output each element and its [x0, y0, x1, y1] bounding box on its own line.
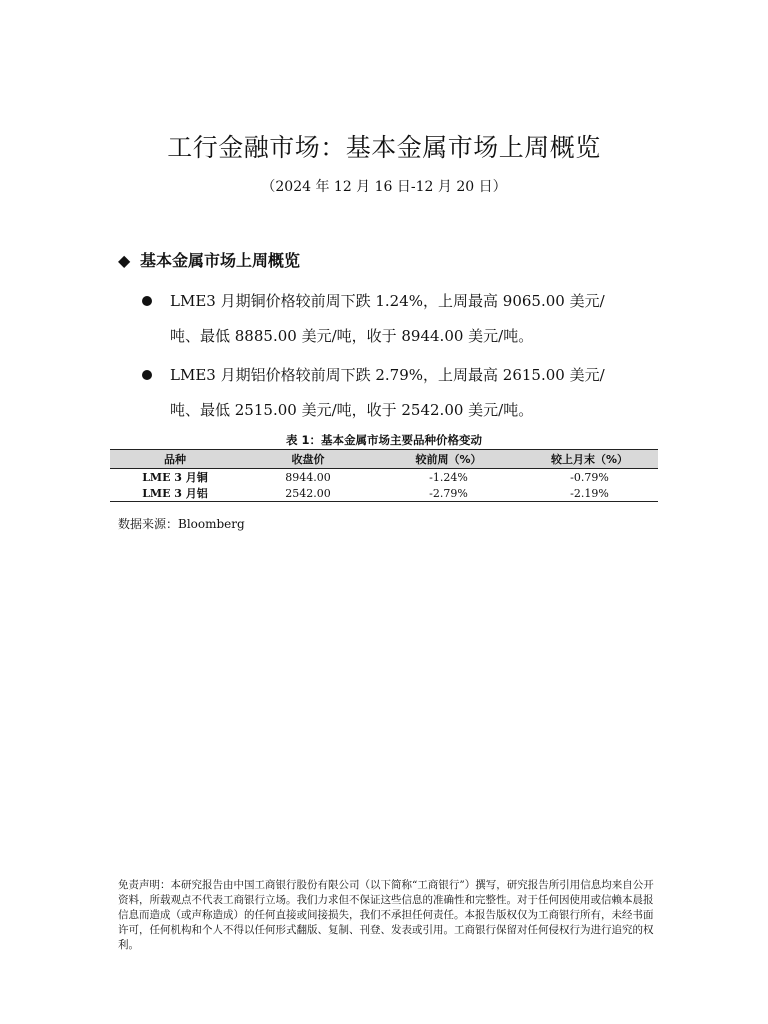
table-header-row — [110, 450, 658, 469]
bullet-dot-icon — [142, 370, 152, 380]
bullet-dot-icon — [142, 296, 152, 306]
table-cell: -0.79% — [570, 470, 609, 484]
table-cell: LME 3 月铜 — [142, 471, 208, 484]
diamond-icon: ◆ — [118, 251, 131, 270]
table-cell: -2.79% — [376, 485, 521, 502]
table-cell: LME 3 月铝 — [110, 485, 240, 502]
table-cell: 8944.00 — [285, 470, 331, 484]
bullet-text-line: LME3 月期铝价格较前周下跌 2.79%，上周最高 2615.00 美元/ — [170, 366, 605, 384]
disclaimer-text: 免责声明：本研究报告由中国工商银行股份有限公司（以下简称“工商银行”）撰写，研究报告所引用信息均来自公开资料，所载观点不代表工商银行立场。我们力求但不保证这些信息的准确性和完整性。对于任何因使用或信赖本晨报信息而造成（或声称造成）的任何直接或间接损失，我们不承担任何责任。本报告版权仅为工商银行所有，未经书面许可，任何机构和个人不得以任何形式翻版、复制、刊登、发表或引用。工商银行保留对任何侵权行为进行追究的权利。 — [118, 879, 654, 951]
table-cell: -2.19% — [521, 485, 658, 502]
date-range-subtitle: （2024 年 12 月 16 日-12 月 20 日） — [261, 179, 507, 195]
column-header: 收盘价 — [240, 450, 376, 469]
data-source-note: 数据来源：Bloomberg — [118, 517, 245, 531]
bullet-text-line: 吨、最低 2515.00 美元/吨，收于 2542.00 美元/吨。 — [170, 401, 534, 419]
bullet-text-line: 吨、最低 8885.00 美元/吨，收于 8944.00 美元/吨。 — [170, 327, 534, 345]
table-cell: 2542.00 — [240, 485, 376, 502]
table-cell: -1.24% — [429, 470, 468, 484]
section-heading-text: 基本金属市场上周概览 — [140, 251, 301, 270]
column-header: 较上月末（%） — [521, 450, 658, 469]
table-row — [110, 485, 658, 502]
price-change-table — [110, 449, 658, 502]
section-heading — [118, 248, 300, 271]
table-caption: 表 1：基本金属市场主要品种价格变动 — [285, 433, 482, 447]
column-header: 较前周（%） — [376, 450, 521, 469]
page-title: 工行金融市场：基本金属市场上周概览 — [167, 133, 601, 162]
column-header: 品种 — [110, 450, 240, 469]
table-row — [110, 469, 658, 486]
bullet-text-line: LME3 月期铜价格较前周下跌 1.24%，上周最高 9065.00 美元/ — [170, 292, 605, 310]
